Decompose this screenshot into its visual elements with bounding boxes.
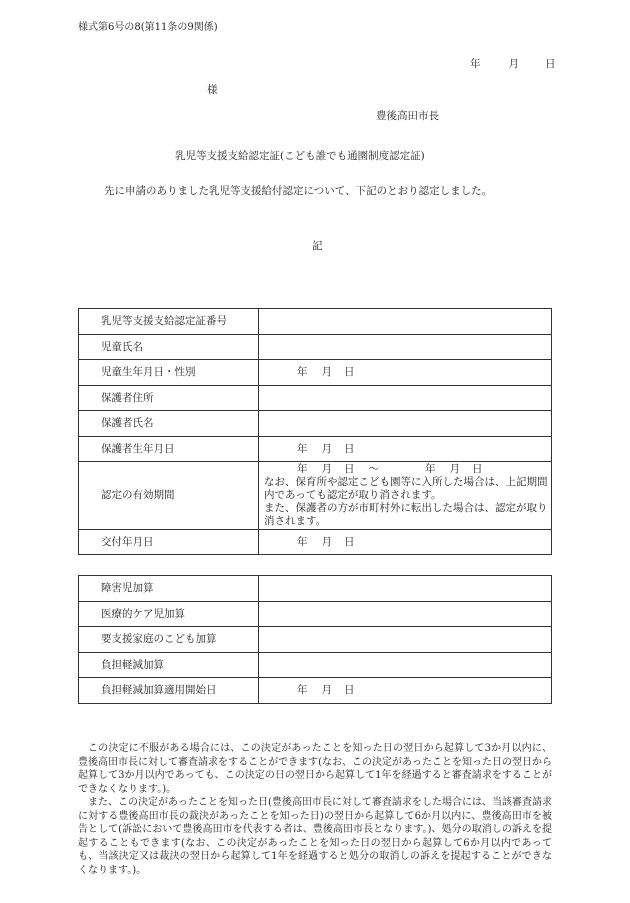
month-label: 月 — [321, 366, 332, 378]
validity-range — [259, 463, 551, 476]
additions-table — [78, 575, 552, 704]
row-label-medical-care-addition: 医療的ケア児加算 — [79, 602, 259, 627]
table-row — [79, 309, 552, 335]
range-tilde: ～ — [368, 463, 379, 475]
value-burden-reduction-start — [259, 678, 552, 704]
row-label-support-family-addition: 要支援家庭のこども加算 — [79, 627, 259, 653]
value-guardian-birth — [259, 437, 552, 462]
value-issue-date — [259, 530, 552, 555]
day-label: 日 — [344, 366, 355, 378]
month-label: 月 — [321, 463, 332, 475]
table-row — [79, 576, 552, 602]
month-label: 月 — [321, 684, 332, 696]
month-label: 月 — [321, 442, 332, 455]
value-validity-period — [259, 462, 552, 530]
date-month-label: 月 — [508, 58, 519, 70]
value-disability-addition — [259, 576, 552, 602]
value-burden-reduction — [259, 653, 552, 678]
row-label-cert-number: 乳児等支援支給認定証番号 — [79, 309, 259, 335]
table-row — [79, 386, 552, 411]
year-label: 年 — [297, 463, 308, 475]
row-label-guardian-address: 保護者住所 — [79, 386, 259, 411]
value-medical-care-addition — [259, 602, 552, 627]
intro-text: 先に申請のありました乳児等支援給付認定について、下記のとおり認定しました。 — [104, 185, 493, 197]
table-row — [79, 411, 552, 437]
table-row — [79, 627, 552, 653]
year-label: 年 — [425, 463, 436, 475]
table-row — [79, 462, 552, 530]
row-label-validity-period: 認定の有効期間 — [79, 462, 259, 530]
year-label: 年 — [297, 442, 308, 455]
row-label-child-birth-sex: 児童生年月日・性別 — [79, 360, 259, 386]
value-guardian-name — [259, 411, 552, 437]
date-day-label: 日 — [545, 58, 556, 70]
validity-note-relocation: また、保護者の方が市町村外に転出した場合は、認定が取り消されます。 — [264, 502, 548, 527]
day-label: 日 — [344, 535, 355, 548]
month-label: 月 — [449, 463, 460, 475]
value-guardian-address — [259, 386, 552, 411]
row-label-disability-addition: 障害児加算 — [79, 576, 259, 602]
value-cert-number — [259, 309, 552, 335]
row-label-issue-date: 交付年月日 — [79, 530, 259, 555]
issuer-name: 豊後高田市長 — [376, 110, 439, 122]
value-child-name — [259, 335, 552, 360]
table-row — [79, 335, 552, 360]
day-label: 日 — [344, 463, 355, 475]
month-label: 月 — [321, 535, 332, 548]
day-label: 日 — [344, 442, 355, 455]
ki-heading: 記 — [312, 240, 323, 252]
table-row — [79, 360, 552, 386]
year-label: 年 — [297, 535, 308, 548]
document-title: 乳児等支援支給認定証(こども誰でも通園制度認定証) — [175, 150, 425, 162]
row-label-guardian-name: 保護者氏名 — [79, 411, 259, 437]
value-child-birth-sex — [259, 360, 552, 386]
row-label-child-name: 児童氏名 — [79, 335, 259, 360]
notice-paragraph-lawsuit: また、この決定があったことを知った日(豊後高田市長に対して審査請求をした場合には、当該審査請求に対する豊後高田市長の裁決があったことを知った日)の翌日から起算して6か月以内に、豊後高田市を被告として(訴訟において豊後高田市を代表する者は、豊後高田市長となります。)、処分の取消しの訴えを提起することもできます(なお、この決定があったことを知った日の翌日から起算して6か月以内であっても、当該決定又は裁決の翌日から起算して1年を経過すると処分の取消しの訴えを提起することができなくなります。)。 — [78, 797, 552, 876]
year-label: 年 — [297, 684, 308, 696]
form-number: 様式第6号の8(第11条の9関係) — [78, 22, 218, 33]
date-year-label: 年 — [470, 58, 481, 70]
notice-paragraph-review: この決定に不服がある場合には、この決定があったことを知った日の翌日から起算して3か月以内に、豊後高田市長に対して審査請求をすることができます(なお、この決定があったことを知った日の翌日から起算して3か月以内であっても、この決定の日の翌日から起算して1年を経過すると審査請求をすることができなくなります。)。 — [78, 743, 552, 795]
table-row — [79, 602, 552, 627]
year-label: 年 — [297, 366, 308, 378]
row-label-burden-reduction: 負担軽減加算 — [79, 653, 259, 678]
day-label: 日 — [472, 463, 483, 475]
addressee-suffix: 様 — [207, 84, 218, 96]
day-label: 日 — [344, 684, 355, 696]
appeal-notice — [78, 742, 552, 877]
row-label-burden-reduction-start: 負担軽減加算適用開始日 — [79, 678, 259, 704]
table-row — [79, 530, 552, 555]
table-row — [79, 678, 552, 704]
issue-date-line — [470, 56, 556, 71]
validity-note-admission: なお、保育所や認定こども園等に入所した場合は、上記期間内であっても認定が取り消されます。 — [264, 476, 548, 501]
row-label-guardian-birth: 保護者生年月日 — [79, 437, 259, 462]
table-row — [79, 437, 552, 462]
certification-table — [78, 308, 552, 555]
table-row — [79, 653, 552, 678]
value-support-family-addition — [259, 627, 552, 653]
